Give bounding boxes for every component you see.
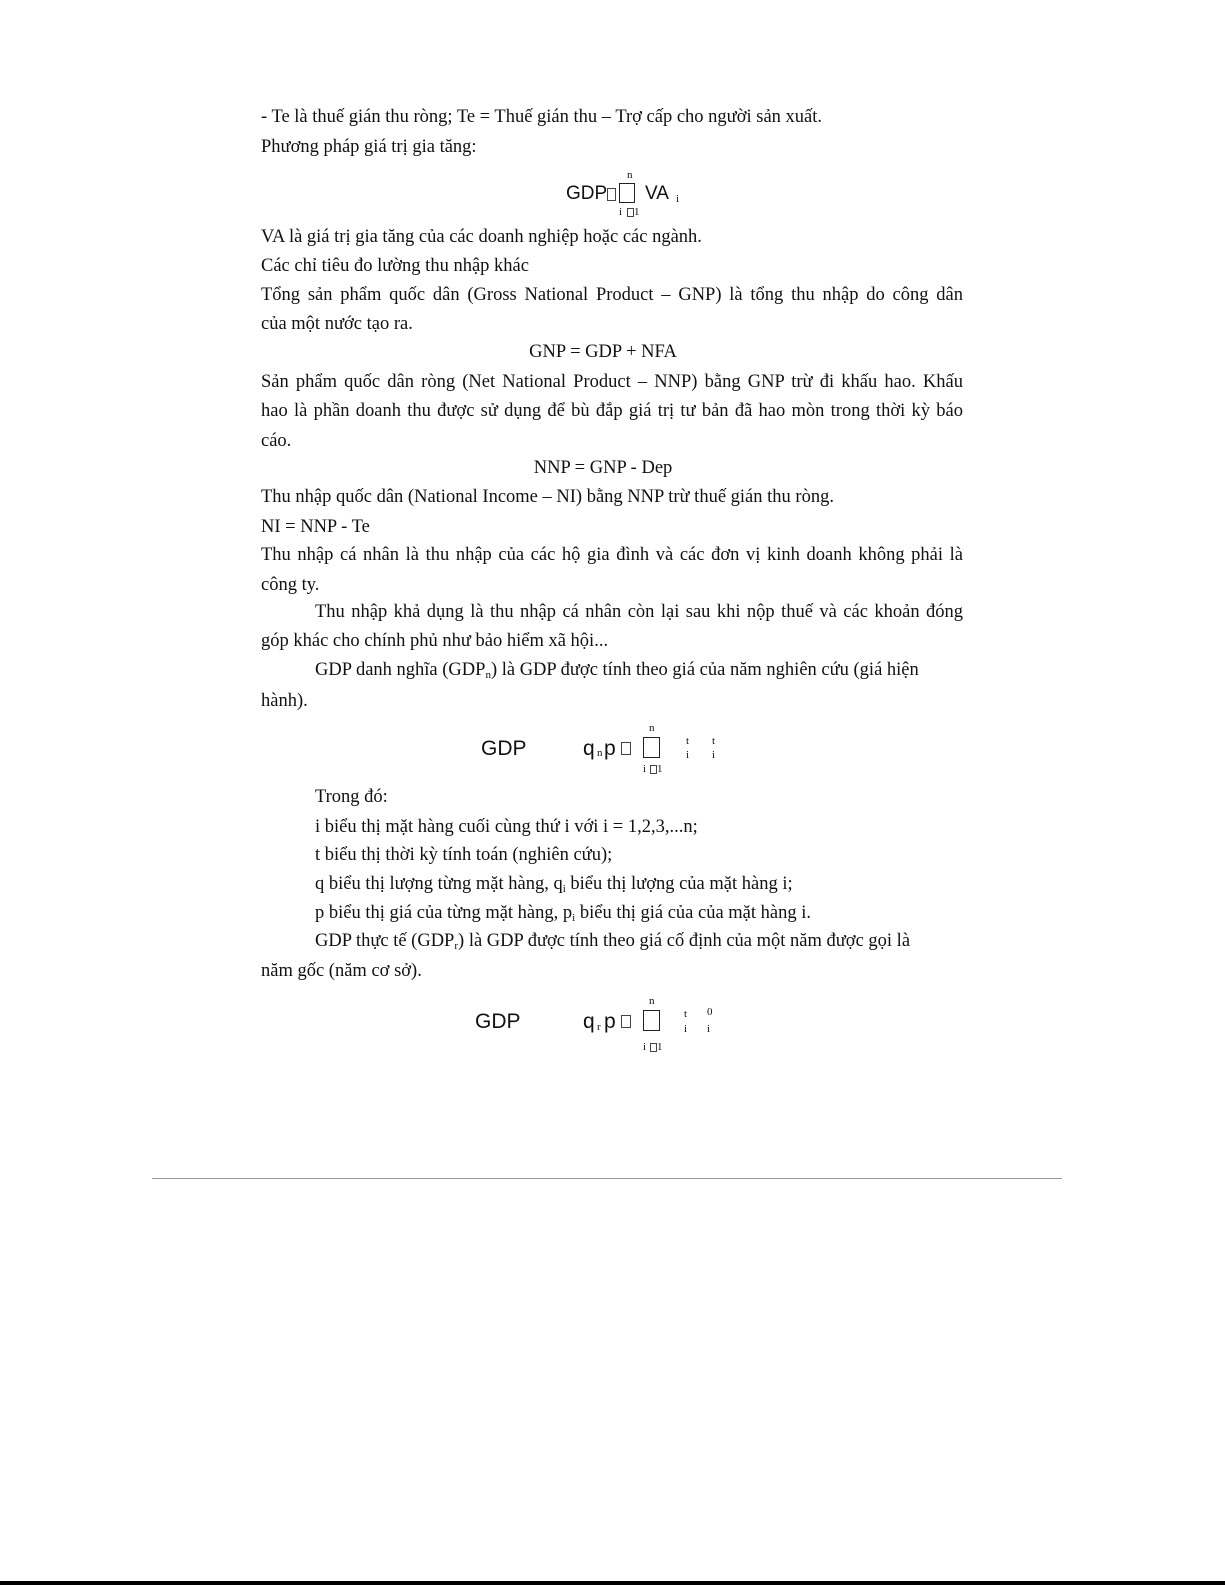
formula-lhs: GDP bbox=[475, 1010, 521, 1033]
summation-symbol-box bbox=[643, 737, 660, 758]
summation-symbol-box bbox=[643, 1010, 660, 1031]
q-superscript-t: t bbox=[686, 735, 690, 747]
formula-p: p bbox=[604, 1010, 616, 1033]
equation-nnp: NNP = GNP - Dep bbox=[533, 458, 673, 478]
text-line-where: Trong đó: bbox=[315, 787, 388, 807]
q-subscript-i: i bbox=[686, 749, 690, 761]
text-line-personal-income-cont: công ty. bbox=[261, 575, 320, 595]
formula-q-subscript: r bbox=[597, 1021, 601, 1033]
text-line-nominal-gdp-cont: hành). bbox=[261, 691, 308, 711]
sum-lower-index: i bbox=[643, 763, 647, 775]
sum-upper-limit: n bbox=[627, 169, 633, 181]
sum-lower-index: i bbox=[643, 1041, 647, 1053]
q-superscript-t: t bbox=[684, 1008, 688, 1020]
missing-glyph-box bbox=[621, 742, 631, 755]
p-superscript-t: t bbox=[712, 735, 716, 747]
missing-glyph-box bbox=[627, 208, 634, 217]
sum-lower-start: 1 bbox=[657, 1041, 663, 1053]
text-line-real-gdp: GDP thực tế $(GDP_r)$ là GDP được tính theo giá cố định của một năm được gọi là bbox=[315, 931, 911, 952]
missing-glyph-box bbox=[621, 1015, 631, 1028]
text-line-q-meaning: q biểu thị lượng từng mặt hàng, $q_i$ biểu thị lượng của mặt hàng i; bbox=[315, 874, 793, 895]
sum-lower-start: 1 bbox=[634, 206, 640, 218]
text-line-gnp-definition-cont: của một nước tạo ra. bbox=[261, 314, 413, 334]
equation-ni: NI = NNP - Te bbox=[261, 517, 370, 537]
formula-q-subscript: n bbox=[597, 747, 603, 759]
missing-glyph-box bbox=[607, 188, 616, 201]
formula-term-subscript: i bbox=[676, 193, 680, 205]
text-line-net-indirect-tax: - Te là thuế gián thu ròng; Te = Thuế gián thu – Trợ cấp cho người sản xuất. bbox=[261, 107, 823, 127]
text-line-real-gdp-cont: năm gốc (năm cơ sở). bbox=[261, 961, 422, 981]
text-line-depreciation: hao là phần doanh thu được sử dụng để bù đắp giá trị tư bản đã hao mòn trong thời kỳ báo bbox=[261, 401, 963, 421]
formula-lhs: GDP bbox=[566, 183, 608, 204]
text-line-value-added-method: Phương pháp giá trị gia tăng: bbox=[261, 137, 477, 157]
p-subscript-i: i bbox=[712, 749, 716, 761]
summation-symbol-box bbox=[619, 183, 635, 203]
sum-upper-limit: n bbox=[649, 722, 655, 734]
text-line-nominal-gdp: GDP danh nghĩa $(GDP_n)$ là GDP được tính theo giá của năm nghiên cứu (giá hiện bbox=[315, 660, 919, 681]
formula-q: q bbox=[583, 1010, 595, 1033]
text-line-nnp-definition: Sản phẩm quốc dân ròng (Net National Product – NNP) bằng GNP trừ đi khấu hao. Khấu bbox=[261, 372, 963, 392]
formula-lhs: GDP bbox=[481, 737, 527, 760]
text-line-t-meaning: t biểu thị thời kỳ tính toán (nghiên cứu); bbox=[315, 845, 613, 865]
formula-q: q bbox=[583, 737, 595, 760]
sum-upper-limit: n bbox=[649, 995, 655, 1007]
missing-glyph-box bbox=[650, 1043, 657, 1052]
equation-gnp: GNP = GDP + NFA bbox=[529, 342, 677, 362]
text-line-other-income-indicators: Các chỉ tiêu đo lường thu nhập khác bbox=[261, 256, 529, 276]
text-line-p-meaning: p biểu thị giá của từng mặt hàng, $p_i$ biểu thị giá của của mặt hàng i. bbox=[315, 903, 812, 924]
formula-term-va: VA bbox=[645, 183, 669, 204]
p-superscript-0: 0 bbox=[707, 1006, 713, 1018]
sum-lower-index: i bbox=[619, 206, 623, 218]
p-subscript-i: i bbox=[707, 1023, 711, 1035]
text-line-va-definition: VA là giá trị gia tăng của các doanh nghiệp hoặc các ngành. bbox=[261, 227, 702, 247]
text-line-depreciation-cont: cáo. bbox=[261, 431, 292, 451]
text-line-gnp-definition: Tổng sản phẩm quốc dân (Gross National Product – GNP) là tổng thu nhập do công dân bbox=[261, 285, 963, 305]
q-subscript-i: i bbox=[684, 1023, 688, 1035]
text-line-i-meaning: i biểu thị mặt hàng cuối cùng thứ i với i = 1,2,3,...n; bbox=[315, 817, 698, 837]
sum-lower-start: 1 bbox=[657, 763, 663, 775]
bottom-edge-bar bbox=[0, 1581, 1225, 1585]
text-line-ni-definition: Thu nhập quốc dân (National Income – NI) bằng NNP trừ thuế gián thu ròng. bbox=[261, 487, 834, 507]
text-line-disposable-income-cont: góp khác cho chính phủ như bảo hiểm xã hội... bbox=[261, 631, 609, 651]
text-line-disposable-income: Thu nhập khả dụng là thu nhập cá nhân còn lại sau khi nộp thuế và các khoản đóng bbox=[315, 602, 963, 622]
missing-glyph-box bbox=[650, 765, 657, 774]
page-footer-divider bbox=[152, 1178, 1062, 1179]
text-line-personal-income: Thu nhập cá nhân là thu nhập của các hộ gia đình và các đơn vị kinh doanh không phải là bbox=[261, 545, 963, 565]
formula-p: p bbox=[604, 737, 616, 760]
